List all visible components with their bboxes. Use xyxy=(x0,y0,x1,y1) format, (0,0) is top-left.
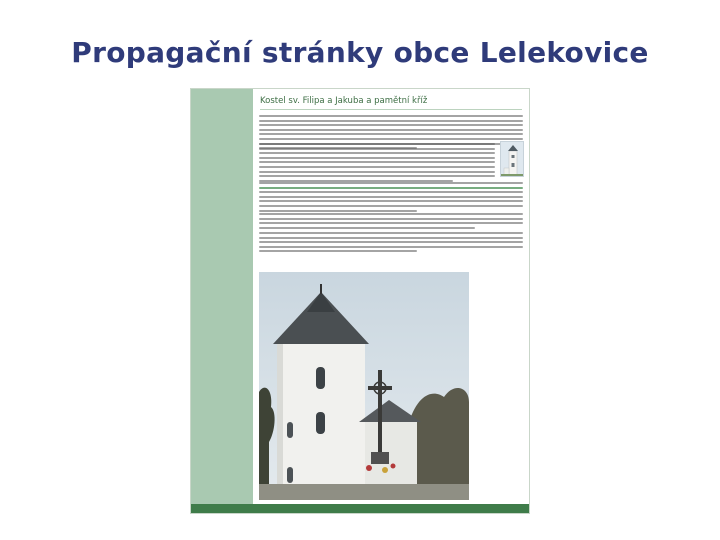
paragraph-history xyxy=(259,143,495,184)
slide-title: Propagační stránky obce Lelekovice xyxy=(71,36,649,69)
paragraph-renovation xyxy=(259,213,523,231)
page-footer xyxy=(191,504,530,514)
main-content xyxy=(254,89,530,504)
church-photo xyxy=(259,272,469,500)
website-screenshot xyxy=(190,88,530,514)
page-heading: Kostel sv. Filipa a Jakuba a pamětní kříž xyxy=(260,96,428,106)
paragraph-saints xyxy=(259,232,523,255)
footer-text xyxy=(191,504,530,514)
sidebar xyxy=(191,89,253,504)
tower-thumbnail xyxy=(500,141,524,177)
paragraph-cross xyxy=(259,182,523,214)
heading-divider xyxy=(260,109,522,110)
